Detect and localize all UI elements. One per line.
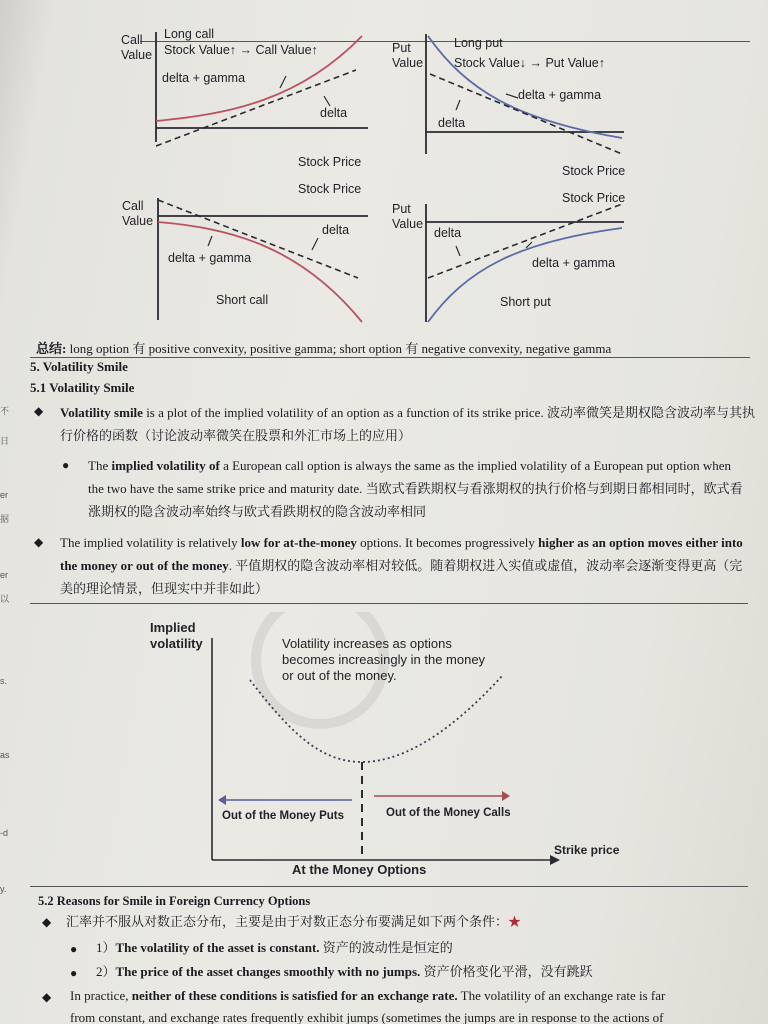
smile-note-3: or out of the money. (282, 668, 397, 683)
long-put-xlabel: Stock Price (562, 164, 626, 178)
rule-3 (30, 603, 748, 604)
long-put-curve-label: delta + gamma (518, 88, 602, 102)
short-put-ylabel-2: Value (392, 217, 424, 231)
otm-calls-arrowhead (502, 791, 510, 801)
short-call-title: Short call (216, 293, 269, 307)
cond2-rest: 资产价格变化平滑，没有跳跃 (420, 964, 593, 979)
short-call-arrow2 (312, 238, 318, 250)
smile-note-2: becomes increasingly in the money (282, 652, 486, 667)
condition-1 (96, 936, 746, 959)
section-5-title: 5. Volatility Smile (30, 359, 128, 374)
star-icon: ★ (508, 914, 522, 929)
para1-bold: Volatility smile (60, 405, 143, 420)
short-call-ylabel-2: Value (122, 214, 154, 228)
long-call-subtitle: Stock Value↑ → Call Value↑ (164, 43, 318, 57)
para3-bold2: higher as an option moves either into the money or out of the money (60, 535, 743, 573)
long-put-title: Long put (454, 36, 503, 50)
short-call-curve-label: delta + gamma (168, 251, 252, 265)
short-call-ylabel-1: Call (122, 199, 144, 213)
para5-rest: The volatility of an exchange rate is far (457, 988, 666, 1003)
para-in-practice-2: from constant, and exchange rates frequently exhibit jumps (sometimes the jumps are in response to the actions of (70, 1010, 664, 1024)
diamond-bullet-2: ◆ (34, 535, 44, 549)
margin-mark-2: 日 (0, 436, 10, 446)
short-call-delta-label: delta (322, 223, 350, 237)
long-call-arrow1 (280, 76, 286, 88)
section-5-2-title: 5.2 Reasons for Smile in Foreign Currency Options (38, 894, 311, 908)
short-put-xlabel: Stock Price (562, 191, 626, 205)
para2-pre: The (88, 458, 112, 473)
long-call-chart (110, 24, 370, 174)
dot-bullet-1: ● (62, 458, 70, 472)
para3-mid: options. It becomes progressively (356, 535, 539, 550)
otm-calls-label: Out of the Money Calls (386, 807, 511, 819)
short-put-ylabel-1: Put (392, 202, 411, 216)
short-put-delta-label: delta (434, 226, 462, 240)
rule-2 (30, 357, 750, 358)
long-call-curve-label: delta + gamma (162, 71, 246, 85)
smile-xlabel: Strike price (554, 843, 620, 857)
margin-mark-8: as (0, 750, 10, 760)
dot-bullet-3: ● (70, 966, 78, 980)
margin-mark-4: 据 (0, 514, 10, 524)
long-put-ylabel-1: Put (392, 41, 411, 55)
smile-ylabel-2: volatility (150, 636, 203, 651)
long-put-arrow1 (506, 94, 518, 98)
section-5-1-title: 5.1 Volatility Smile (30, 380, 135, 395)
diamond-bullet-4: ◆ (42, 990, 52, 1004)
condition-2 (96, 960, 746, 983)
long-call-arrow2 (324, 96, 330, 106)
para4-text: 汇率并不服从对数正态分布，主要是由于对数正态分布要满足如下两个条件： (66, 914, 509, 929)
long-call-title: Long call (164, 27, 215, 41)
para3-rest: . 平值期权的隐含波动率相对较低。随着期权进入实值或虚值，波动率会逐渐变得更高（完美的理论情景，但现实中并非如此） (60, 558, 743, 596)
short-put-title: Short put (500, 295, 551, 309)
para5-bold: neither of these conditions is satisfied for an exchange rate. (131, 988, 458, 1003)
long-put-arrow2 (456, 100, 460, 110)
short-call-arrow1 (208, 236, 212, 246)
long-call-ylabel-2: Value (121, 48, 153, 62)
rule-4 (30, 886, 748, 887)
margin-mark-1: 不 (0, 406, 10, 416)
diamond-bullet-1: ◆ (34, 404, 44, 418)
short-call-chart (110, 194, 370, 329)
para-in-practice (70, 984, 768, 1007)
margin-mark-6: 以 (0, 594, 10, 604)
para5-pre: In practice, (70, 988, 132, 1003)
short-put-chart (386, 198, 636, 328)
cond1-rest: 资产的波动性是恒定的 (319, 940, 453, 955)
para1-rest: is a plot of the implied volatility of an option as a function of its strike price. 波动率微笑是期权隐含波动率与其执行价格的函数（讨论波动率微笑在股票和外汇市场上的应用） (60, 405, 755, 443)
para-atm-low (60, 531, 750, 600)
summary-line (36, 338, 611, 357)
short-call-delta-line (158, 200, 358, 278)
atm-label: At the Money Options (292, 862, 427, 877)
summary-prefix: 总结: (36, 341, 67, 356)
cond1-bold: The volatility of the asset is constant. (115, 940, 320, 955)
long-put-svg (386, 30, 636, 180)
volatility-smile-diagram (140, 612, 640, 884)
para-lognormal (66, 910, 766, 933)
long-put-chart (386, 30, 636, 180)
dot-bullet-2: ● (70, 942, 78, 956)
para2-bold: implied volatility of (111, 458, 220, 473)
para3-pre: The implied volatility is relatively (60, 535, 241, 550)
cond2-num: 2） (96, 964, 116, 979)
margin-mark-7: s. (0, 676, 8, 686)
otm-puts-label: Out of the Money Puts (222, 810, 345, 822)
diamond-bullet-3: ◆ (42, 915, 52, 929)
otm-puts-arrowhead (218, 795, 226, 805)
short-call-xlabel: Stock Price (298, 182, 362, 196)
long-put-delta-line (430, 74, 622, 154)
long-call-xlabel: Stock Price (298, 155, 362, 169)
short-put-curve-label: delta + gamma (532, 256, 616, 270)
long-call-ylabel-1: Call (121, 33, 143, 47)
para2-rest: a European call option is always the same as the implied volatility of a European put option when the two have the same strike price and maturity date. 当欧式看跌期权与看涨期权的执行价格与到期日都相同时，欧式看涨期权的隐含波动率始终与欧式看跌期权的隐含波动率相同 (88, 458, 743, 519)
short-put-arrow1 (456, 246, 460, 256)
smile-ylabel-1: Implied (150, 620, 196, 635)
cond2-bold: The price of the asset changes smoothly with no jumps. (115, 964, 421, 979)
long-put-ylabel-2: Value (392, 56, 424, 70)
para-implied-vol-same (88, 454, 750, 523)
long-call-delta-label: delta (320, 106, 348, 120)
summary-text: long option 有 positive convexity, positive gamma; short option 有 negative convexity, negative gamma (69, 341, 612, 356)
margin-mark-3: er (0, 490, 9, 500)
para3-bold1: low for at-the-money (240, 535, 357, 550)
margin-mark-9: -d (0, 828, 9, 838)
para-volatility-smile (60, 401, 760, 447)
smile-note-1: Volatility increases as options (282, 636, 452, 651)
margin-mark-5: er (0, 570, 9, 580)
cond1-num: 1） (96, 940, 116, 955)
long-put-subtitle: Stock Value↓ → Put Value↑ (454, 56, 606, 70)
margin-mark-10: y. (0, 884, 7, 894)
long-put-delta-label: delta (438, 116, 466, 130)
